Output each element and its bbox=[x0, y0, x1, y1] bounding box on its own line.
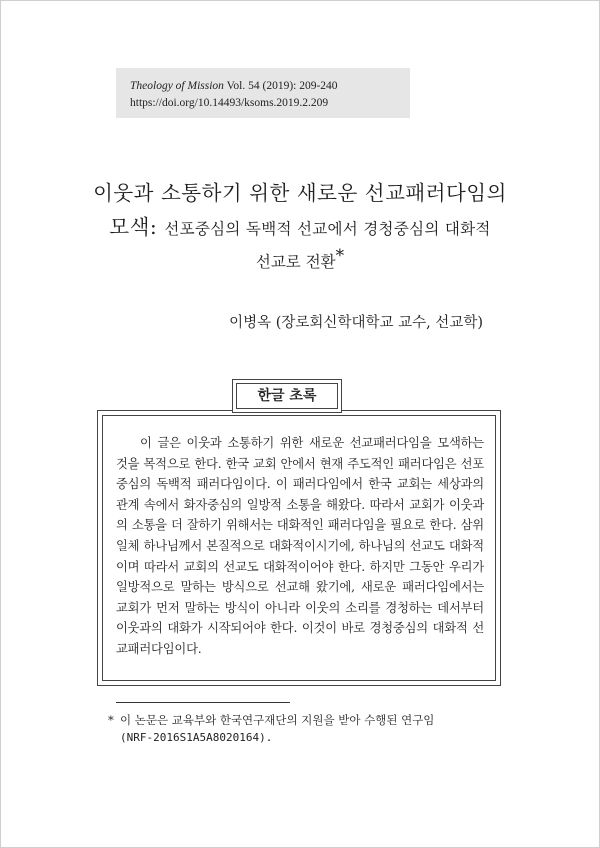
journal-doi[interactable]: https://doi.org/10.14493/ksoms.2019.2.209 bbox=[130, 97, 329, 109]
journal-info-box bbox=[116, 68, 410, 118]
journal-name: Theology of Mission bbox=[130, 80, 224, 92]
journal-citation bbox=[130, 80, 338, 92]
title-line3-text: 선교로 전환 bbox=[255, 253, 336, 271]
abstract-heading: 한글 초록 bbox=[257, 388, 317, 404]
footnote-line1 bbox=[108, 712, 508, 729]
title-line2 bbox=[0, 210, 600, 246]
footnote-divider bbox=[116, 702, 290, 703]
footnote bbox=[108, 712, 508, 746]
title-line3 bbox=[0, 246, 600, 278]
title-line1: 이웃과 소통하기 위한 새로운 선교패러다임의 bbox=[93, 181, 507, 205]
journal-volume: Vol. 54 (2019): 209-240 bbox=[226, 80, 338, 92]
paper-title bbox=[0, 176, 600, 278]
title-footnote-mark[interactable]: * bbox=[335, 245, 345, 266]
footnote-text: 이 논문은 교육부와 한국연구재단의 지원을 받아 수행된 연구임 bbox=[120, 713, 435, 727]
title-line2-lead: 모색: bbox=[109, 215, 158, 239]
title-subtitle: 선포중심의 독백적 선교에서 경청중심의 대화적 bbox=[164, 220, 491, 238]
footnote-grant-number: (NRF-2016S1A5A8020164). bbox=[120, 731, 273, 744]
author-line: 이병옥 (장로회신학대학교 교수, 선교학) bbox=[229, 315, 483, 331]
footnote-mark: * bbox=[108, 713, 114, 727]
abstract-body: 이 글은 이웃과 소통하기 위한 새로운 선교패러다임을 모색하는 것을 목적으로 한다. 한국 교회 안에서 현재 주도적인 패러다임은 선포중심의 독백적 패러다임이다. 이 패러다임에서 한국 교회는 세상과의 관계 속에서 화자중심의 일방적 소통을 해왔다. 따라서 교회가 이웃과의 소통을 더 잘하기 위해서는 대화적인 패러다임을 필요로 한다. 삼위일체 하나님께서 본질적으로 대화적이시기에, 하나님의 선교도 대화적이며 따라서 교회의 선교도 대화적이어야 한다. 하지만 그동안 우리가 일방적으로 말하는 방식으로 선교해 왔기에, 새로운 패러다임에서는 교회가 먼저 말하는 방식이 아니라 이웃의 소리를 경청하는 데서부터 이웃과의 대화가 시작되어야 한다. 이것이 바로 경청중심의 대화적 선교패러다임이다. bbox=[116, 436, 484, 656]
